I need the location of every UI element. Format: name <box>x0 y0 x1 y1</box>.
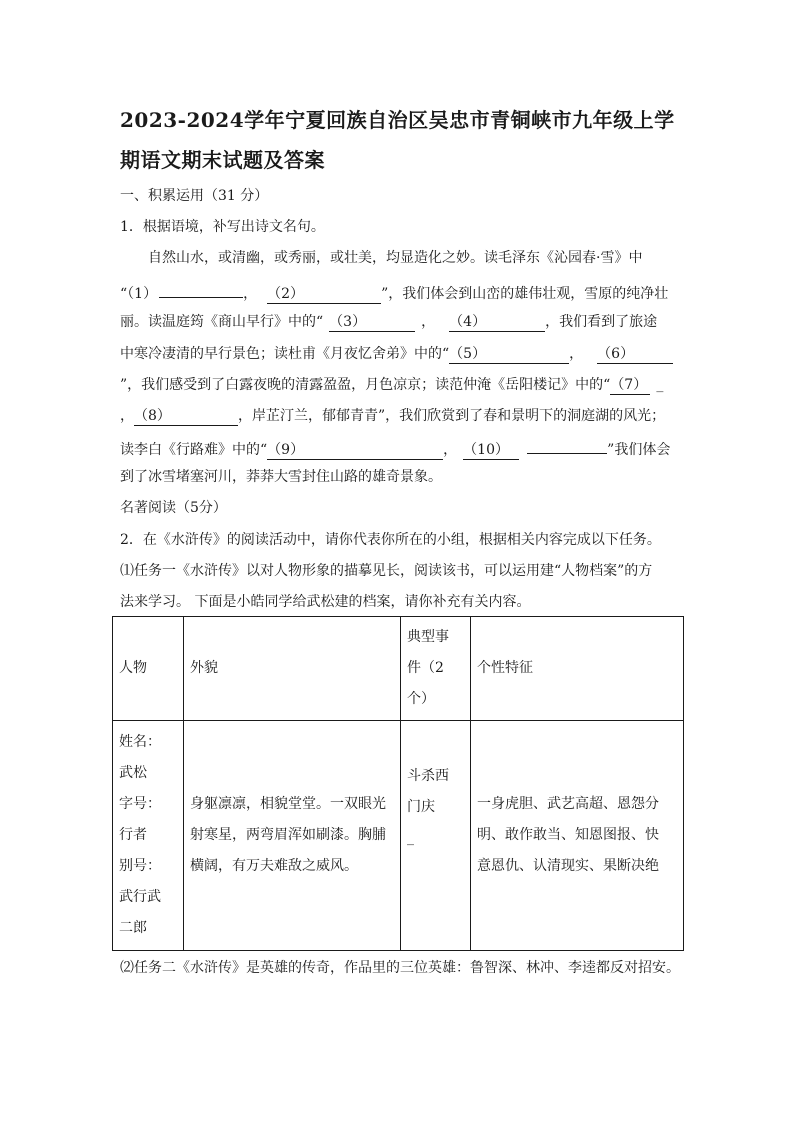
appearance-line: 射寒星，两弯眉浑如刷漆。胸脯 <box>190 827 386 843</box>
person-line: 别号： <box>119 858 161 874</box>
blank-5-answer-line[interactable] <box>449 346 569 364</box>
person-line: 二郎 <box>119 920 147 936</box>
blank-10-answer-line-extension[interactable] <box>527 436 607 454</box>
line-3-text-a: 丽。读温庭筠《商山早行》中的“ <box>120 314 324 330</box>
line-3-text-b: ，我们看到了旅途 <box>545 314 658 330</box>
blank-1-label: “（1） <box>120 286 158 302</box>
document-title-line-2: 期语文期末试题及答案 <box>120 148 325 172</box>
blank-4-answer-line[interactable] <box>449 314 545 332</box>
table-header-row <box>113 617 684 721</box>
blank-9-label: （9） <box>267 442 305 458</box>
blank-6-answer-line[interactable] <box>597 346 673 364</box>
comma: ， <box>421 314 436 330</box>
blank-5-label: （5） <box>449 346 487 362</box>
document-title-line-1: 2023-2024学年宁夏回族自治区吴忠市青铜峡市九年级上学 <box>120 108 675 132</box>
line-5-text: ”，我们感受到了白露夜晚的清露盈盈，月色凉京；读范仲淹《岳阳楼记》中的“ <box>120 377 611 393</box>
blank-6-label: （6） <box>597 346 635 362</box>
blank-2-answer-line[interactable] <box>267 286 381 304</box>
blank-8-answer-line[interactable] <box>134 408 238 426</box>
task-1-line-1: ⑴任务一《水浒传》以对人物形象的描摹见长，阅读该书，可以运用建“人物档案”的方 <box>120 563 653 579</box>
question-1-paragraph-line-4 <box>120 344 673 364</box>
events-line: 门庆 <box>407 799 435 815</box>
question-1-stem: 1．根据语境，补写出诗文名句。 <box>120 219 325 235</box>
appearance-line: 身躯凛凛，相貌堂堂。一双眼光 <box>190 796 386 812</box>
comma: ， <box>569 346 584 362</box>
cell-events[interactable] <box>401 721 471 951</box>
blank-1-answer-line[interactable] <box>159 280 243 298</box>
section-heading-accumulation: 一、积累运用（31 分） <box>120 188 269 204</box>
line-4-text: 中寒冷凄清的早行景色；读杜甫《月夜忆舍弟》中的“ <box>120 346 450 362</box>
person-line: 武行武 <box>119 889 161 905</box>
cell-appearance <box>184 721 401 951</box>
comma: ， <box>443 442 458 458</box>
blank-8-label: （8） <box>134 408 171 424</box>
question-1-paragraph-line-8: 到了冰雪堵塞河川，莽莽大雪封住山路的雄奇景象。 <box>120 469 442 485</box>
blank-10-label: （10） <box>463 442 509 458</box>
person-line: 武松 <box>119 765 147 781</box>
events-blank-mark: _ <box>407 830 414 846</box>
line-6-text: ，岸芷汀兰，郁郁青青”，我们欣赏到了春和景明下的洞庭湖的风光； <box>238 408 666 424</box>
header-appearance: 外貌 <box>184 617 401 721</box>
underscore-mark: _ <box>656 377 664 393</box>
question-2-stem: 2．在《水浒传》的阅读活动中，请你代表你所在的小组，根据相关内容完成以下任务。 <box>120 532 661 548</box>
question-1-paragraph-line-2 <box>120 280 668 304</box>
question-1-paragraph-line-7 <box>120 436 670 460</box>
line-2-text: ”，我们体会到山峦的雄伟壮观，雪原的纯净壮 <box>381 286 669 302</box>
line-7-text-b: ”我们体会 <box>607 442 671 458</box>
question-1-paragraph-line-3 <box>120 312 657 332</box>
header-traits: 个性特征 <box>471 617 684 721</box>
table-row <box>113 721 684 951</box>
blank-7-answer-line[interactable] <box>610 377 650 395</box>
blank-4-label: （4） <box>449 314 487 330</box>
blank-10-answer-line[interactable] <box>463 442 519 460</box>
task-1-line-2: 法来学习。 下面是小皓同学给武松建的档案，请你补充有关内容。 <box>120 594 531 610</box>
header-events <box>401 617 471 721</box>
person-line: 字号： <box>119 796 161 812</box>
blank-2-label: （2） <box>267 286 304 302</box>
header-person: 人物 <box>113 617 184 721</box>
traits-line: 明、敢作敢当、知恩图报、快 <box>477 827 659 843</box>
line-7-text-a: 读李白《行路难》中的“ <box>120 442 268 458</box>
question-1-paragraph-line-5 <box>120 375 663 395</box>
traits-line: 意恩仇、认清现实、果断决绝 <box>477 858 659 874</box>
blank-3-answer-line[interactable] <box>329 314 415 332</box>
header-events-line-1: 典型事 <box>407 629 449 645</box>
blank-3-label: （3） <box>329 314 367 330</box>
header-events-line-2: 件（2个） <box>407 660 444 707</box>
comma: ， <box>243 286 258 302</box>
question-1-paragraph-line-1: 自然山水，或清幽，或秀丽，或壮美，均显造化之妙。读毛泽东《沁园春·雪》中 <box>148 250 643 266</box>
question-1-paragraph-line-6 <box>120 406 665 426</box>
events-line: 斗杀西 <box>407 768 449 784</box>
traits-line: 一身虎胆、武艺高超、恩怨分 <box>477 796 659 812</box>
blank-9-answer-line[interactable] <box>267 442 443 460</box>
task-2-line: ⑵任务二《水浒传》是英雄的传奇，作品里的三位英雄：鲁智深、林冲、李逵都反对招安。 <box>120 960 680 976</box>
blank-7-label: （7） <box>610 377 648 393</box>
cell-person <box>113 721 184 951</box>
character-archive-table <box>112 616 684 951</box>
person-line: 姓名： <box>119 734 161 750</box>
cell-traits <box>471 721 684 951</box>
section-heading-classics: 名著阅读（5分） <box>120 500 227 516</box>
comma: ， <box>120 408 134 424</box>
person-line: 行者 <box>119 827 147 843</box>
appearance-line: 横阔，有万夫难敌之威风。 <box>190 858 358 874</box>
